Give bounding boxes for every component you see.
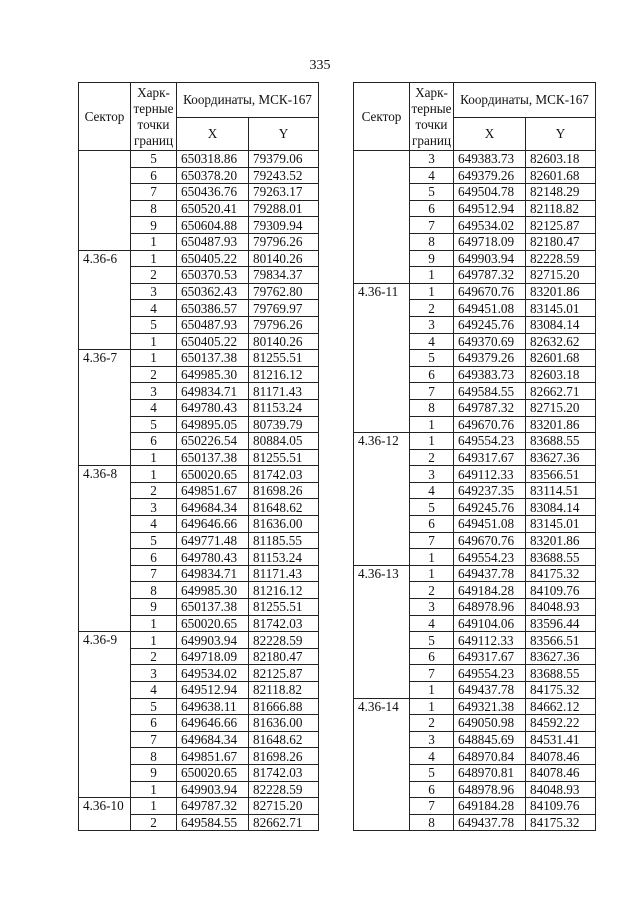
point-number-cell: 5 [410,499,454,516]
point-number-cell: 4 [410,748,454,765]
x-coordinate-cell: 649437.78 [454,814,526,831]
x-coordinate-cell: 650386.57 [177,300,249,317]
x-coordinate-cell: 649851.67 [177,748,249,765]
x-coordinate-cell: 650520.41 [177,200,249,217]
point-number-cell: 8 [131,748,177,765]
point-number-cell: 3 [131,283,177,300]
y-coordinate-cell: 79243.52 [249,167,319,184]
table-row [79,632,319,649]
table-row [354,565,596,582]
header-points: Харк-терные точки границ [410,83,454,151]
x-coordinate-cell: 649534.02 [177,665,249,682]
point-number-cell: 4 [410,167,454,184]
point-number-cell: 5 [410,184,454,201]
y-coordinate-cell: 83566.51 [526,466,596,483]
sector-cell: 4.36-9 [79,632,131,798]
y-coordinate-cell: 83688.55 [526,549,596,566]
point-number-cell: 1 [131,798,177,815]
y-coordinate-cell: 83114.51 [526,482,596,499]
y-coordinate-cell: 79796.26 [249,316,319,333]
point-number-cell: 3 [410,731,454,748]
x-coordinate-cell: 649834.71 [177,565,249,582]
y-coordinate-cell: 81216.12 [249,366,319,383]
y-coordinate-cell: 83627.36 [526,648,596,665]
y-coordinate-cell: 84109.76 [526,798,596,815]
x-coordinate-cell: 650378.20 [177,167,249,184]
y-coordinate-cell: 79379.06 [249,151,319,168]
x-coordinate-cell: 648970.81 [454,764,526,781]
x-coordinate-cell: 649512.94 [177,682,249,699]
x-coordinate-cell: 649638.11 [177,698,249,715]
x-coordinate-cell: 649451.08 [454,300,526,317]
point-number-cell: 7 [410,383,454,400]
point-number-cell: 1 [131,466,177,483]
x-coordinate-cell: 650436.76 [177,184,249,201]
point-number-cell: 7 [410,798,454,815]
y-coordinate-cell: 81698.26 [249,748,319,765]
sector-cell [79,151,131,251]
x-coordinate-cell: 648978.96 [454,599,526,616]
table-row [79,798,319,815]
point-number-cell: 8 [131,200,177,217]
point-number-cell: 2 [410,300,454,317]
x-coordinate-cell: 649903.94 [177,781,249,798]
x-coordinate-cell: 648845.69 [454,731,526,748]
sector-cell: 4.36-11 [354,283,410,432]
x-coordinate-cell: 650137.38 [177,599,249,616]
point-number-cell: 5 [410,632,454,649]
y-coordinate-cell: 84078.46 [526,764,596,781]
point-number-cell: 5 [131,698,177,715]
y-coordinate-cell: 82118.82 [526,200,596,217]
x-coordinate-cell: 649554.23 [454,549,526,566]
y-coordinate-cell: 82180.47 [249,648,319,665]
y-coordinate-cell: 82228.59 [526,250,596,267]
point-number-cell: 2 [410,582,454,599]
y-coordinate-cell: 82118.82 [249,682,319,699]
header-sector: Сектор [79,83,131,151]
point-number-cell: 6 [410,366,454,383]
x-coordinate-cell: 649584.55 [177,814,249,831]
x-coordinate-cell: 649321.38 [454,698,526,715]
y-coordinate-cell: 82662.71 [249,814,319,831]
x-coordinate-cell: 650137.38 [177,350,249,367]
point-number-cell: 2 [131,482,177,499]
header-coords: Координаты, МСК-167 [177,83,319,118]
x-coordinate-cell: 649787.32 [454,399,526,416]
point-number-cell: 5 [131,316,177,333]
page-number: 335 [309,58,331,73]
y-coordinate-cell: 81666.88 [249,698,319,715]
y-coordinate-cell: 82125.87 [526,217,596,234]
y-coordinate-cell: 80739.79 [249,416,319,433]
point-number-cell: 2 [410,449,454,466]
x-coordinate-cell: 649787.32 [454,267,526,284]
header-x: X [454,118,526,151]
x-coordinate-cell: 649534.02 [454,217,526,234]
y-coordinate-cell: 83084.14 [526,499,596,516]
point-number-cell: 1 [410,565,454,582]
x-coordinate-cell: 649718.09 [454,233,526,250]
point-number-cell: 7 [131,565,177,582]
y-coordinate-cell: 81171.43 [249,565,319,582]
x-coordinate-cell: 649780.43 [177,549,249,566]
y-coordinate-cell: 81742.03 [249,615,319,632]
x-coordinate-cell: 649851.67 [177,482,249,499]
header-y: Y [249,118,319,151]
table-row [354,151,596,168]
point-number-cell: 5 [131,532,177,549]
point-number-cell: 6 [131,433,177,450]
point-number-cell: 1 [131,781,177,798]
point-number-cell: 2 [410,715,454,732]
point-number-cell: 4 [131,516,177,533]
y-coordinate-cell: 81153.24 [249,549,319,566]
x-coordinate-cell: 649771.48 [177,532,249,549]
coordinates-table-right [353,82,596,831]
point-number-cell: 1 [131,350,177,367]
y-coordinate-cell: 83688.55 [526,433,596,450]
y-coordinate-cell: 79834.37 [249,267,319,284]
x-coordinate-cell: 649317.67 [454,449,526,466]
x-coordinate-cell: 650362.43 [177,283,249,300]
header-points: Харк-терные точки границ [131,83,177,151]
point-number-cell: 6 [410,516,454,533]
x-coordinate-cell: 650405.22 [177,250,249,267]
x-coordinate-cell: 649895.05 [177,416,249,433]
x-coordinate-cell: 649903.94 [177,632,249,649]
point-number-cell: 1 [410,283,454,300]
x-coordinate-cell: 649370.69 [454,333,526,350]
x-coordinate-cell: 650405.22 [177,333,249,350]
point-number-cell: 9 [131,217,177,234]
y-coordinate-cell: 82601.68 [526,350,596,367]
y-coordinate-cell: 82228.59 [249,632,319,649]
y-coordinate-cell: 82662.71 [526,383,596,400]
y-coordinate-cell: 84175.32 [526,565,596,582]
y-coordinate-cell: 83201.86 [526,416,596,433]
header-coords: Координаты, МСК-167 [454,83,596,118]
x-coordinate-cell: 650487.93 [177,316,249,333]
point-number-cell: 1 [410,267,454,284]
x-coordinate-cell: 649104.06 [454,615,526,632]
point-number-cell: 7 [410,532,454,549]
y-coordinate-cell: 82180.47 [526,233,596,250]
point-number-cell: 9 [131,764,177,781]
y-coordinate-cell: 80140.26 [249,333,319,350]
point-number-cell: 7 [131,184,177,201]
point-number-cell: 8 [131,582,177,599]
point-number-cell: 2 [131,267,177,284]
y-coordinate-cell: 83145.01 [526,300,596,317]
y-coordinate-cell: 79769.97 [249,300,319,317]
x-coordinate-cell: 649670.76 [454,532,526,549]
x-coordinate-cell: 649985.30 [177,366,249,383]
x-coordinate-cell: 650020.65 [177,764,249,781]
point-number-cell: 1 [410,549,454,566]
y-coordinate-cell: 81171.43 [249,383,319,400]
point-number-cell: 1 [131,615,177,632]
sector-cell: 4.36-6 [79,250,131,350]
y-coordinate-cell: 81742.03 [249,466,319,483]
y-coordinate-cell: 84175.32 [526,814,596,831]
y-coordinate-cell: 83688.55 [526,665,596,682]
point-number-cell: 7 [410,217,454,234]
y-coordinate-cell: 84662.12 [526,698,596,715]
point-number-cell: 4 [131,682,177,699]
point-number-cell: 1 [131,250,177,267]
y-coordinate-cell: 79263.17 [249,184,319,201]
point-number-cell: 8 [410,233,454,250]
y-coordinate-cell: 84048.93 [526,781,596,798]
x-coordinate-cell: 649184.28 [454,582,526,599]
y-coordinate-cell: 83145.01 [526,516,596,533]
y-coordinate-cell: 84048.93 [526,599,596,616]
point-number-cell: 8 [410,399,454,416]
y-coordinate-cell: 83566.51 [526,632,596,649]
x-coordinate-cell: 649670.76 [454,283,526,300]
table-row [79,466,319,483]
point-number-cell: 6 [410,648,454,665]
y-coordinate-cell: 82632.62 [526,333,596,350]
x-coordinate-cell: 648978.96 [454,781,526,798]
y-coordinate-cell: 83627.36 [526,449,596,466]
y-coordinate-cell: 79762.80 [249,283,319,300]
x-coordinate-cell: 649383.73 [454,151,526,168]
y-coordinate-cell: 81698.26 [249,482,319,499]
point-number-cell: 2 [131,366,177,383]
y-coordinate-cell: 84078.46 [526,748,596,765]
table-row [79,350,319,367]
y-coordinate-cell: 80140.26 [249,250,319,267]
point-number-cell: 1 [131,632,177,649]
header-sector: Сектор [354,83,410,151]
point-number-cell: 1 [410,433,454,450]
x-coordinate-cell: 649780.43 [177,399,249,416]
x-coordinate-cell: 649684.34 [177,499,249,516]
table-row [354,433,596,450]
table-row [79,151,319,168]
y-coordinate-cell: 82603.18 [526,366,596,383]
y-coordinate-cell: 81648.62 [249,731,319,748]
y-coordinate-cell: 83201.86 [526,532,596,549]
x-coordinate-cell: 650020.65 [177,615,249,632]
point-number-cell: 1 [410,698,454,715]
sector-cell: 4.36-13 [354,565,410,698]
y-coordinate-cell: 82603.18 [526,151,596,168]
table-row [354,283,596,300]
x-coordinate-cell: 649554.23 [454,665,526,682]
point-number-cell: 8 [410,814,454,831]
x-coordinate-cell: 649245.76 [454,499,526,516]
x-coordinate-cell: 650604.88 [177,217,249,234]
x-coordinate-cell: 649383.73 [454,366,526,383]
y-coordinate-cell: 84109.76 [526,582,596,599]
x-coordinate-cell: 650226.54 [177,433,249,450]
header-x: X [177,118,249,151]
x-coordinate-cell: 649787.32 [177,798,249,815]
x-coordinate-cell: 648970.84 [454,748,526,765]
x-coordinate-cell: 649317.67 [454,648,526,665]
x-coordinate-cell: 649584.55 [454,383,526,400]
header-y: Y [526,118,596,151]
x-coordinate-cell: 650318.86 [177,151,249,168]
point-number-cell: 1 [410,682,454,699]
y-coordinate-cell: 81255.51 [249,449,319,466]
y-coordinate-cell: 80884.05 [249,433,319,450]
x-coordinate-cell: 649237.35 [454,482,526,499]
point-number-cell: 4 [410,333,454,350]
x-coordinate-cell: 649184.28 [454,798,526,815]
y-coordinate-cell: 81742.03 [249,764,319,781]
table-row [354,698,596,715]
point-number-cell: 5 [410,350,454,367]
point-number-cell: 5 [131,416,177,433]
point-number-cell: 5 [131,151,177,168]
x-coordinate-cell: 649718.09 [177,648,249,665]
point-number-cell: 2 [131,648,177,665]
x-coordinate-cell: 649554.23 [454,433,526,450]
x-coordinate-cell: 649646.66 [177,715,249,732]
x-coordinate-cell: 649050.98 [454,715,526,732]
point-number-cell: 3 [131,383,177,400]
sector-cell: 4.36-7 [79,350,131,466]
y-coordinate-cell: 81153.24 [249,399,319,416]
y-coordinate-cell: 83596.44 [526,615,596,632]
point-number-cell: 2 [131,814,177,831]
y-coordinate-cell: 79309.94 [249,217,319,234]
x-coordinate-cell: 650020.65 [177,466,249,483]
sector-cell: 4.36-14 [354,698,410,831]
y-coordinate-cell: 82601.68 [526,167,596,184]
x-coordinate-cell: 649379.26 [454,167,526,184]
x-coordinate-cell: 649670.76 [454,416,526,433]
point-number-cell: 6 [410,781,454,798]
point-number-cell: 4 [410,482,454,499]
point-number-cell: 6 [131,715,177,732]
x-coordinate-cell: 649684.34 [177,731,249,748]
point-number-cell: 1 [131,333,177,350]
sector-cell: 4.36-10 [79,798,131,831]
y-coordinate-cell: 81185.55 [249,532,319,549]
x-coordinate-cell: 649451.08 [454,516,526,533]
y-coordinate-cell: 82715.20 [526,267,596,284]
point-number-cell: 3 [410,316,454,333]
x-coordinate-cell: 649504.78 [454,184,526,201]
y-coordinate-cell: 84175.32 [526,682,596,699]
x-coordinate-cell: 649437.78 [454,565,526,582]
table-row [79,250,319,267]
x-coordinate-cell: 649437.78 [454,682,526,699]
point-number-cell: 4 [410,615,454,632]
y-coordinate-cell: 79796.26 [249,233,319,250]
point-number-cell: 1 [410,416,454,433]
point-number-cell: 4 [131,300,177,317]
x-coordinate-cell: 649646.66 [177,516,249,533]
y-coordinate-cell: 79288.01 [249,200,319,217]
point-number-cell: 3 [410,599,454,616]
point-number-cell: 3 [131,499,177,516]
point-number-cell: 9 [131,599,177,616]
point-number-cell: 3 [410,466,454,483]
y-coordinate-cell: 81636.00 [249,715,319,732]
point-number-cell: 7 [410,665,454,682]
x-coordinate-cell: 649112.33 [454,466,526,483]
y-coordinate-cell: 81216.12 [249,582,319,599]
y-coordinate-cell: 81636.00 [249,516,319,533]
x-coordinate-cell: 649512.94 [454,200,526,217]
sector-cell: 4.36-12 [354,433,410,566]
point-number-cell: 1 [131,233,177,250]
y-coordinate-cell: 82148.29 [526,184,596,201]
x-coordinate-cell: 649985.30 [177,582,249,599]
point-number-cell: 6 [410,200,454,217]
point-number-cell: 6 [131,167,177,184]
point-number-cell: 9 [410,250,454,267]
y-coordinate-cell: 83084.14 [526,316,596,333]
y-coordinate-cell: 84531.41 [526,731,596,748]
y-coordinate-cell: 82228.59 [249,781,319,798]
x-coordinate-cell: 649379.26 [454,350,526,367]
y-coordinate-cell: 82715.20 [526,399,596,416]
y-coordinate-cell: 81648.62 [249,499,319,516]
x-coordinate-cell: 650487.93 [177,233,249,250]
x-coordinate-cell: 649245.76 [454,316,526,333]
x-coordinate-cell: 650137.38 [177,449,249,466]
x-coordinate-cell: 649112.33 [454,632,526,649]
x-coordinate-cell: 650370.53 [177,267,249,284]
y-coordinate-cell: 81255.51 [249,350,319,367]
point-number-cell: 6 [131,549,177,566]
point-number-cell: 3 [131,665,177,682]
point-number-cell: 4 [131,399,177,416]
point-number-cell: 7 [131,731,177,748]
sector-cell [354,151,410,284]
coordinates-table-left [78,82,319,831]
y-coordinate-cell: 83201.86 [526,283,596,300]
y-coordinate-cell: 82715.20 [249,798,319,815]
sector-cell: 4.36-8 [79,466,131,632]
point-number-cell: 1 [131,449,177,466]
y-coordinate-cell: 81255.51 [249,599,319,616]
y-coordinate-cell: 84592.22 [526,715,596,732]
x-coordinate-cell: 649903.94 [454,250,526,267]
y-coordinate-cell: 82125.87 [249,665,319,682]
point-number-cell: 3 [410,151,454,168]
x-coordinate-cell: 649834.71 [177,383,249,400]
point-number-cell: 5 [410,764,454,781]
